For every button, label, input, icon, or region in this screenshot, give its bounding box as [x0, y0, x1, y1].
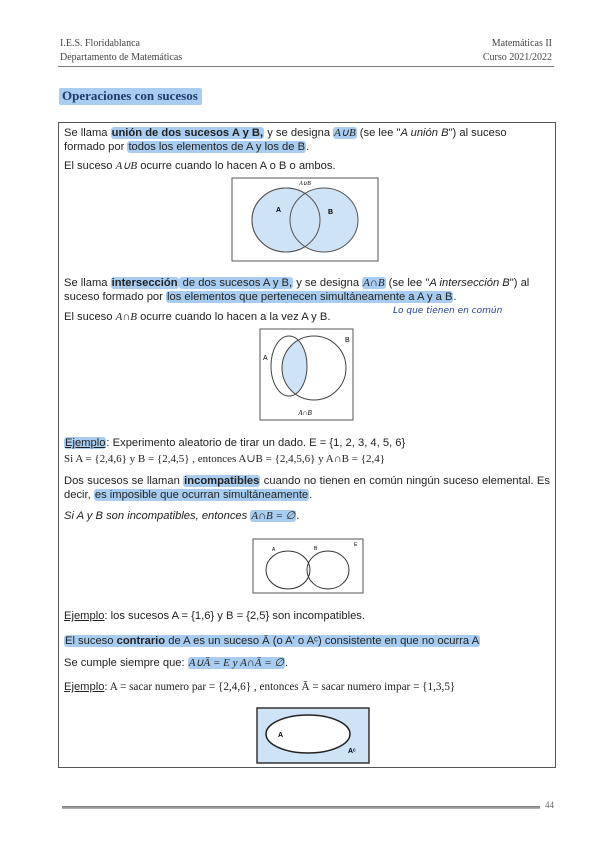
subject-name: Matemáticas II [491, 38, 552, 49]
intersection-occurs: El suceso A∩B ocurre cuando lo hacen a la vez A y B. [64, 311, 331, 323]
union-diagram-label: A∪B [299, 181, 311, 187]
union-occurs: El suceso A∪B ocurre cuando lo hacen A o B o ambos. [64, 160, 336, 172]
set-b-label: B [314, 546, 318, 552]
incompatible-term: incompatibles [184, 475, 260, 487]
empty-intersection-symbol: A∩B = ∅ [251, 510, 296, 522]
content-box [58, 122, 556, 768]
example3-label: Ejemplo [64, 681, 105, 693]
course-year: Curso 2021/2022 [482, 52, 552, 63]
page-number: 44 [545, 800, 554, 810]
school-name: I.E.S. Floridablanca [60, 38, 140, 49]
intersection-definition: Se llama intersección de dos sucesos A y B, y se designa A∩B (se lee "A intersección B") al suceso formado por los elementos que pertenecen simultáneamente a A y a B. [64, 277, 530, 303]
complement-label: Aᶜ [348, 748, 356, 755]
set-a-label: A [278, 732, 284, 739]
universe-rect [253, 539, 363, 593]
intersection-venn-diagram [259, 328, 354, 421]
example1-line2: Si A = {2,4,6} y B = {2,4,5} , entonces A∪B = {2,4,5,6} y A∩B = {2,4} [64, 453, 386, 465]
set-b-label: B [345, 337, 350, 344]
header-left [60, 37, 182, 65]
contrary-property: Se cumple siempre que: A∪Ā = E y A∩Ā = ∅. [64, 657, 289, 669]
set-a-label: A [272, 547, 276, 553]
example2-label: Ejemplo [64, 610, 105, 622]
contrary-diagram [256, 707, 370, 764]
footer-rule [62, 806, 540, 809]
set-b-ellipse [290, 188, 358, 252]
incompatible-definition: Dos sucesos se llaman incompatibles cuando no tienen en común ningún suceso elemental. Es decir, es imposible que ocurran simultáneamente. [64, 475, 550, 501]
union-term: unión de dos sucesos A y B, [111, 127, 264, 139]
intersection-diagram-label: A∩B [298, 409, 312, 417]
department-name: Departamento de Matemáticas [60, 52, 183, 63]
set-a-label: A [263, 355, 268, 362]
incompatible-property: Si A y B son incompatibles, entonces A∩B = ∅. [64, 510, 300, 522]
contrary-term: contrario [116, 635, 166, 647]
contrary-definition: El suceso contrario de A es un suceso Ā (o A' o Aᶜ) consistente en que no ocurra A [65, 635, 480, 647]
example2-line: Ejemplo: los sucesos A = {1,6} y B = {2,5} son incompatibles. [64, 610, 366, 622]
example3-line: Ejemplo: A = sacar numero par = {2,4,6} , entonces Ā = sacar numero impar = {1,3,5} [64, 681, 456, 693]
contrary-identity: A∪Ā = E y A∩Ā = ∅ [188, 657, 284, 669]
section-title: Operaciones con sucesos [59, 88, 202, 105]
header-right [483, 37, 552, 65]
handwritten-note: Lo que tienen en común [393, 306, 503, 316]
header-rule [58, 66, 554, 67]
union-symbol: A∪B [334, 127, 356, 139]
example1-label: Ejemplo [65, 437, 106, 449]
intersection-symbol: A∩B [363, 277, 385, 289]
set-b-label: B [328, 209, 334, 216]
incompatible-venn-diagram [252, 538, 364, 594]
universe-label: E [354, 542, 358, 548]
intersection-term: intersección [111, 277, 178, 289]
union-definition: Se llama unión de dos sucesos A y B, y se designa A∪B (se lee "A unión B") al suceso formado por todos los elementos de A y los de B. [64, 127, 507, 153]
example1-line1: Ejemplo: Experimento aleatorio de tirar un dado. E = {1, 2, 3, 4, 5, 6} [65, 437, 406, 449]
union-venn-diagram [231, 177, 379, 262]
set-a-label: A [276, 207, 282, 214]
